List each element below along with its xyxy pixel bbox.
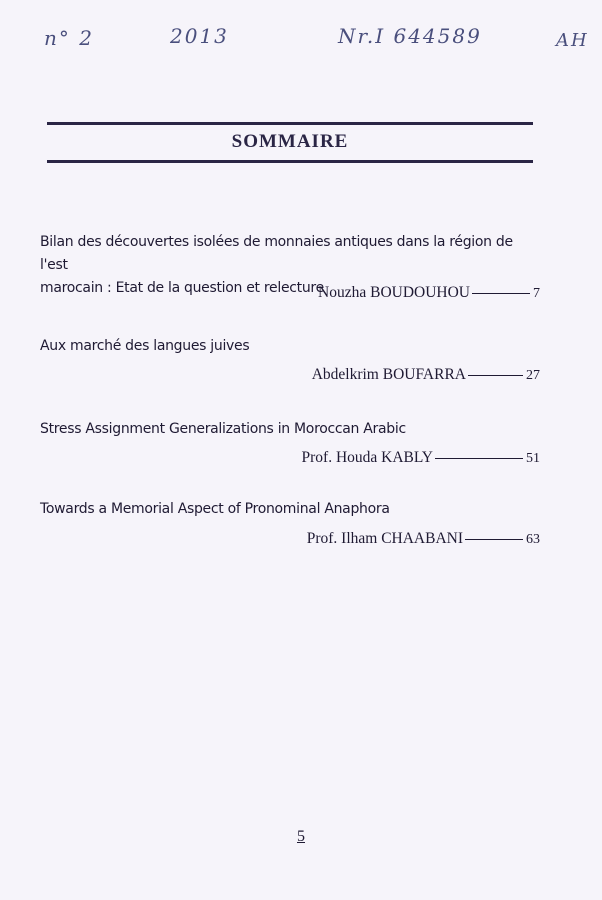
toc-entry-title-line: Towards a Memorial Aspect of Pronominal Anaphora	[40, 501, 390, 517]
toc-entry-title-line: Stress Assignment Generalizations in Moroccan Arabic	[40, 421, 406, 437]
handwritten-issue: n° 2	[44, 26, 94, 50]
toc-entry-title	[40, 418, 540, 441]
toc-entry-author: Abdelkrim BOUFARRA	[311, 366, 466, 383]
toc-entry-title-line: Bilan des découvertes isolées de monnaies antiques dans la région de l'est	[40, 234, 513, 273]
toc-entry-page: 27	[526, 368, 540, 383]
toc-entry-page: 51	[526, 451, 540, 466]
toc-entry-author: Nouzha BOUDOUHOU	[318, 284, 470, 301]
toc-entry-author-line	[302, 449, 540, 467]
leader-line	[468, 375, 523, 376]
leader-line	[435, 458, 523, 459]
page-title: SOMMAIRE	[231, 131, 349, 152]
toc-entry-author-line	[312, 366, 540, 384]
page-number: 5	[297, 828, 305, 845]
title-rule-bottom	[47, 160, 533, 163]
toc-entry-author-line	[318, 284, 540, 302]
handwritten-reference: Nr.I 644589	[338, 24, 482, 48]
toc-entry-title-line: marocain : Etat de la question et relecture	[40, 280, 324, 296]
toc-entry-title	[40, 498, 540, 521]
leader-line	[472, 293, 530, 294]
toc-entry-author-line	[307, 530, 540, 548]
handwritten-code: AH	[556, 30, 589, 51]
toc-entry-title	[40, 335, 540, 358]
title-rule-top	[47, 122, 533, 125]
handwritten-year: 2013	[170, 24, 229, 48]
leader-line	[465, 539, 523, 540]
toc-entry-author: Prof. Houda KABLY	[301, 449, 433, 466]
toc-entry-page: 63	[526, 532, 540, 547]
toc-entry-page: 7	[533, 286, 540, 301]
toc-entry-author: Prof. Ilham CHAABANI	[306, 530, 463, 547]
toc-entry-title-line: Aux marché des langues juives	[40, 338, 250, 354]
